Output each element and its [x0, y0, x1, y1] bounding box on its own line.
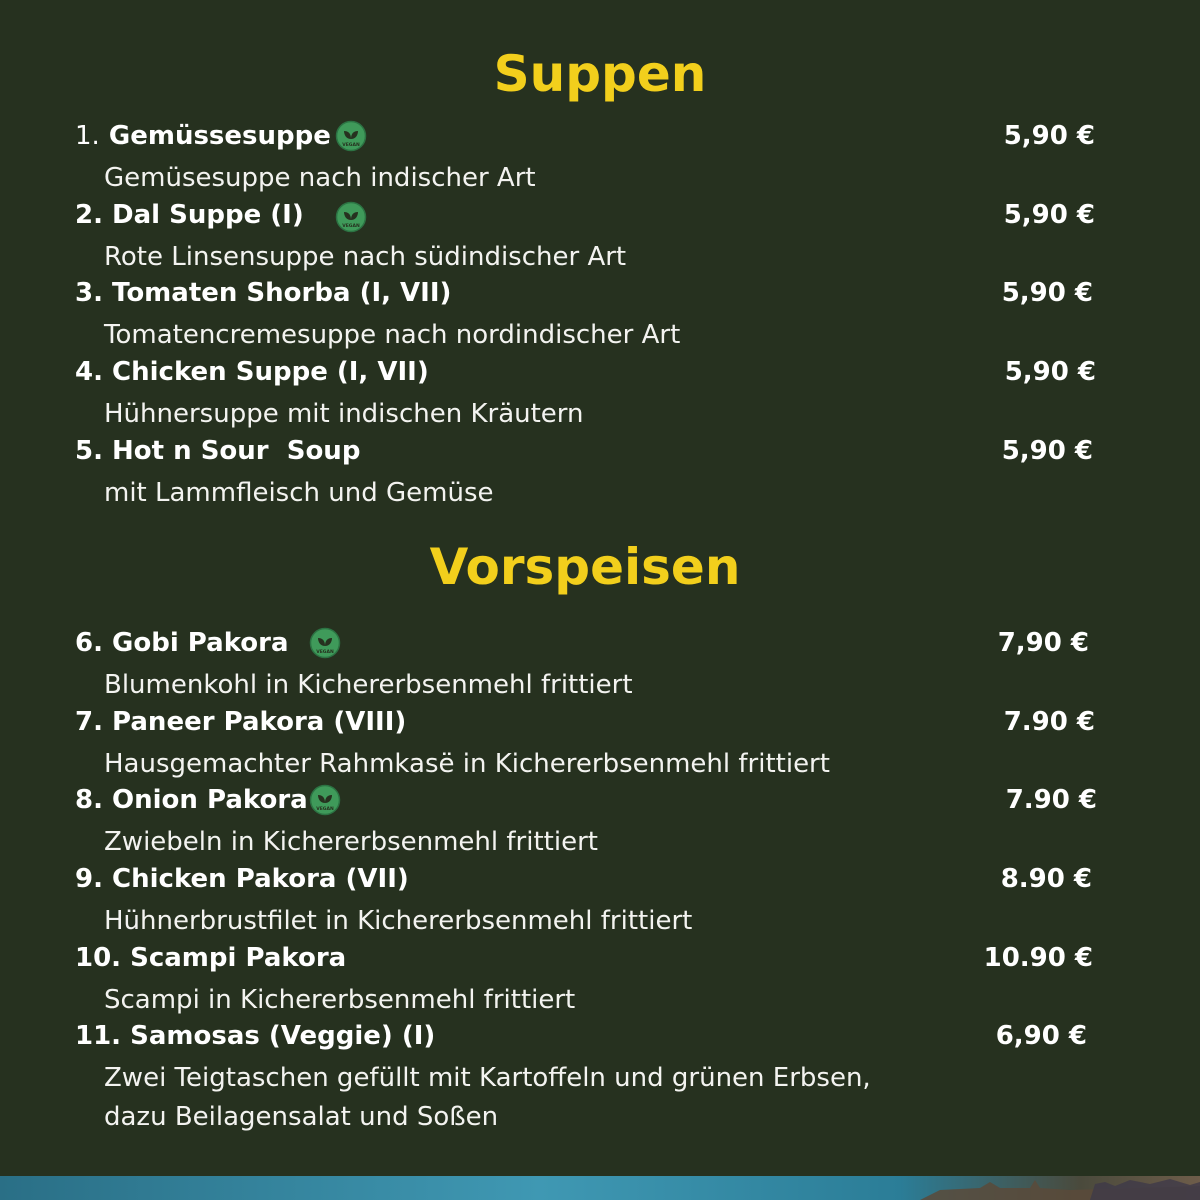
item-title: Tomaten Shorba (I, VII)	[112, 278, 452, 308]
temple-image	[920, 1176, 1200, 1200]
item-name	[75, 942, 346, 974]
item-description: Hausgemachter Rahmkasë in Kichererbsenmehl frittiert	[104, 749, 830, 779]
item-name	[75, 120, 331, 152]
item-number: 8.	[75, 785, 103, 815]
svg-text:VEGAN: VEGAN	[342, 224, 360, 229]
item-number: 2.	[75, 200, 103, 230]
item-title: Hot n Sour Soup	[112, 436, 361, 466]
item-title: Onion Pakora	[112, 785, 308, 815]
item-price: 5,90 €	[1003, 200, 1095, 230]
item-description: Gemüsesuppe nach indischer Art	[104, 163, 536, 193]
item-price: 5,90 €	[1001, 278, 1093, 308]
item-description: Tomatencremesuppe nach nordindischer Art	[104, 320, 681, 350]
vegan-leaf-icon	[335, 120, 367, 152]
item-price: 8.90 €	[1000, 864, 1092, 894]
item-price: 7.90 €	[1005, 785, 1097, 815]
item-number: 6.	[75, 628, 103, 658]
item-description: Zwiebeln in Kichererbsenmehl frittiert	[104, 827, 598, 857]
item-description: Zwei Teigtaschen gefüllt mit Kartoffeln und grünen Erbsen,	[104, 1063, 871, 1093]
item-name	[75, 627, 289, 659]
vegan-leaf-icon	[309, 627, 341, 659]
item-number: 7.	[75, 707, 103, 737]
item-title: Chicken Pakora (VII)	[112, 864, 409, 894]
item-name	[75, 1020, 435, 1052]
item-number: 5.	[75, 436, 103, 466]
item-price: 7.90 €	[1003, 707, 1095, 737]
item-description: Scampi in Kichererbsenmehl frittiert	[104, 985, 576, 1015]
item-number: 9.	[75, 864, 103, 894]
item-price: 5,90 €	[1001, 436, 1093, 466]
item-title: Chicken Suppe (I, VII)	[112, 357, 429, 387]
item-name	[75, 863, 409, 895]
item-title: Gemüssesuppe	[108, 121, 331, 151]
item-title: Samosas (Veggie) (I)	[130, 1021, 436, 1051]
item-price: 5,90 €	[1004, 357, 1096, 387]
item-price: 7,90 €	[997, 628, 1089, 658]
item-number: 1.	[75, 121, 100, 151]
item-price: 10.90 €	[983, 943, 1093, 973]
vegan-leaf-icon	[335, 201, 367, 233]
item-description: Rote Linsensuppe nach südindischer Art	[104, 242, 627, 272]
vegan-leaf-icon	[309, 784, 341, 816]
item-name	[75, 784, 308, 816]
item-description: Hühnerbrustfilet in Kichererbsenmehl frittiert	[104, 906, 693, 936]
item-description: Hühnersuppe mit indischen Kräutern	[104, 399, 584, 429]
item-title: Dal Suppe (I)	[112, 200, 304, 230]
section-title-vorspeisen: Vorspeisen	[429, 538, 741, 596]
svg-text:VEGAN: VEGAN	[342, 143, 360, 148]
item-title: Paneer Pakora (VIII)	[112, 707, 407, 737]
item-number: 11.	[75, 1021, 122, 1051]
svg-text:VEGAN: VEGAN	[316, 807, 334, 812]
item-description: dazu Beilagensalat und Soßen	[104, 1102, 499, 1132]
item-description: Blumenkohl in Kichererbsenmehl frittiert	[104, 670, 633, 700]
item-number: 10.	[75, 943, 122, 973]
item-name	[75, 356, 429, 388]
item-name	[75, 199, 304, 231]
item-name	[75, 706, 406, 738]
item-title: Gobi Pakora	[112, 628, 289, 658]
item-name	[75, 277, 451, 309]
item-title: Scampi Pakora	[130, 943, 347, 973]
item-price: 6,90 €	[995, 1021, 1087, 1051]
section-title-suppen: Suppen	[493, 45, 707, 103]
item-price: 5,90 €	[1003, 121, 1095, 151]
item-number: 3.	[75, 278, 103, 308]
item-description: mit Lammfleisch und Gemüse	[104, 478, 494, 508]
svg-text:VEGAN: VEGAN	[316, 650, 334, 655]
item-number: 4.	[75, 357, 103, 387]
item-name	[75, 435, 360, 467]
